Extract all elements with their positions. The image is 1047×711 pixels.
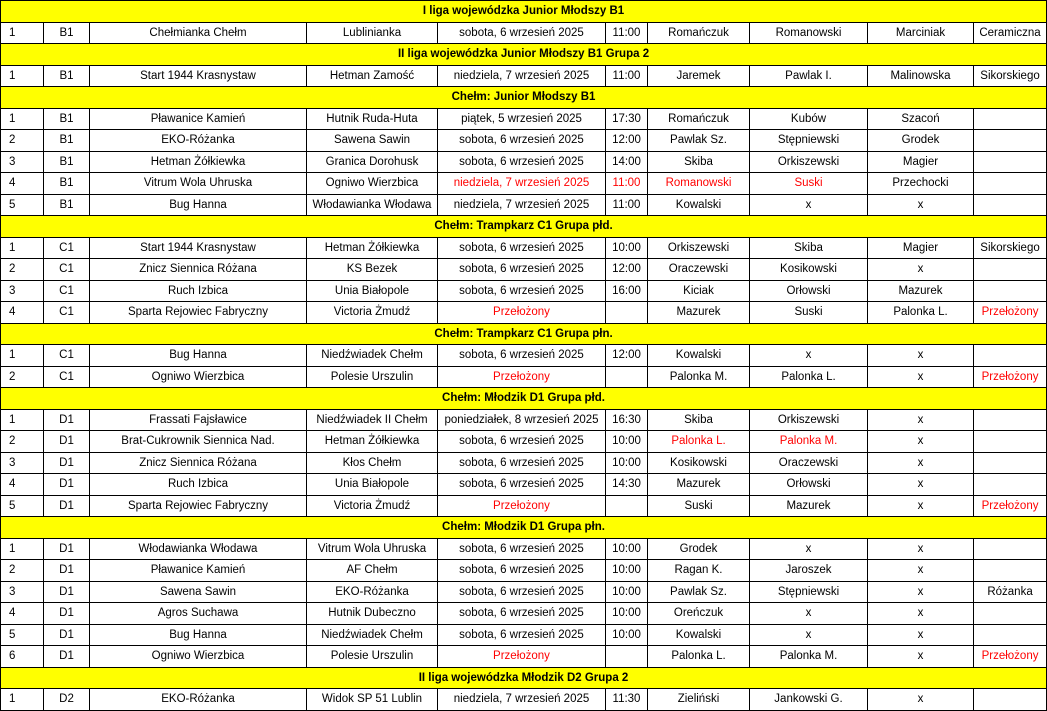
cell-category: D1 [44,560,90,582]
table-row [1,603,1047,625]
cell-home-team: Włodawianka Włodawa [90,538,307,560]
cell-assistant-2: x [868,646,974,668]
cell-match-time: 10:00 [606,624,648,646]
cell-venue-note: Sikorskiego [974,65,1047,87]
cell-venue-note [974,538,1047,560]
cell-match-time: 12:00 [606,259,648,281]
cell-row-number: 1 [1,22,44,44]
cell-category: B1 [44,194,90,216]
cell-match-date: sobota, 6 wrzesień 2025 [438,259,606,281]
cell-home-team: Frassati Fajsławice [90,409,307,431]
cell-category: D1 [44,624,90,646]
cell-assistant-1: x [750,603,868,625]
cell-assistant-2: x [868,194,974,216]
cell-away-team: Włodawianka Włodawa [307,194,438,216]
cell-venue-note [974,689,1047,711]
cell-home-team: Pławanice Kamień [90,560,307,582]
section-title: II liga wojewódzka Młodzik D2 Grupa 2 [1,667,1047,689]
cell-match-time: 17:30 [606,108,648,130]
cell-away-team: Niedźwiadek Chełm [307,624,438,646]
cell-assistant-1: Jaroszek [750,560,868,582]
cell-match-time [606,495,648,517]
cell-assistant-1: x [750,624,868,646]
cell-referee: Kowalski [648,194,750,216]
cell-assistant-2: x [868,259,974,281]
cell-away-team: Sawena Sawin [307,130,438,152]
cell-home-team: Znicz Siennica Różana [90,452,307,474]
cell-away-team: Polesie Urszulin [307,646,438,668]
section-title: Chełm: Trampkarz C1 Grupa płd. [1,216,1047,238]
cell-match-time: 10:00 [606,603,648,625]
cell-venue-note [974,603,1047,625]
cell-referee: Kosikowski [648,452,750,474]
cell-away-team: AF Chełm [307,560,438,582]
cell-match-date: sobota, 6 wrzesień 2025 [438,151,606,173]
cell-referee: Suski [648,495,750,517]
cell-venue-note [974,624,1047,646]
cell-venue-note [974,259,1047,281]
cell-assistant-2: Magier [868,237,974,259]
section-header [1,517,1047,539]
cell-assistant-1: Pawlak I. [750,65,868,87]
cell-home-team: Bug Hanna [90,624,307,646]
cell-away-team: EKO-Różanka [307,581,438,603]
cell-referee: Pawlak Sz. [648,581,750,603]
cell-referee: Kowalski [648,624,750,646]
cell-match-time: 11:00 [606,173,648,195]
cell-assistant-2: Magier [868,151,974,173]
section-header [1,323,1047,345]
cell-row-number: 4 [1,603,44,625]
cell-venue-note: Ceramiczna [974,22,1047,44]
cell-category: D1 [44,409,90,431]
cell-venue-note [974,280,1047,302]
cell-assistant-1: Stępniewski [750,130,868,152]
cell-row-number: 2 [1,560,44,582]
cell-referee: Romanowski [648,173,750,195]
table-row [1,130,1047,152]
cell-home-team: Start 1944 Krasnystaw [90,65,307,87]
cell-assistant-1: Orłowski [750,474,868,496]
cell-category: C1 [44,280,90,302]
cell-match-time [606,366,648,388]
cell-match-time: 11:00 [606,22,648,44]
table-row [1,689,1047,711]
cell-category: B1 [44,173,90,195]
cell-row-number: 1 [1,108,44,130]
cell-away-team: KS Bezek [307,259,438,281]
cell-match-time: 14:00 [606,151,648,173]
cell-assistant-2: x [868,345,974,367]
table-row [1,646,1047,668]
cell-assistant-2: Grodek [868,130,974,152]
cell-home-team: Ruch Izbica [90,474,307,496]
cell-assistant-1: Palonka M. [750,431,868,453]
cell-row-number: 1 [1,65,44,87]
cell-match-time: 10:00 [606,538,648,560]
cell-match-time [606,646,648,668]
cell-assistant-2: x [868,474,974,496]
cell-home-team: Bug Hanna [90,345,307,367]
cell-match-date: Przełożony [438,366,606,388]
cell-match-date: niedziela, 7 wrzesień 2025 [438,689,606,711]
cell-assistant-1: x [750,538,868,560]
cell-venue-note [974,474,1047,496]
cell-match-time: 10:00 [606,452,648,474]
cell-away-team: Ogniwo Wierzbica [307,173,438,195]
cell-match-date: sobota, 6 wrzesień 2025 [438,237,606,259]
cell-row-number: 3 [1,280,44,302]
cell-category: D1 [44,581,90,603]
cell-assistant-2: x [868,689,974,711]
cell-match-time: 12:00 [606,130,648,152]
cell-assistant-1: Kosikowski [750,259,868,281]
cell-referee: Mazurek [648,474,750,496]
cell-home-team: Sparta Rejowiec Fabryczny [90,302,307,324]
cell-row-number: 1 [1,409,44,431]
cell-home-team: Vitrum Wola Uhruska [90,173,307,195]
cell-home-team: Brat-Cukrownik Siennica Nad. [90,431,307,453]
cell-venue-note: Przełożony [974,646,1047,668]
cell-away-team: Unia Białopole [307,280,438,302]
cell-venue-note [974,345,1047,367]
table-row [1,259,1047,281]
cell-match-date: sobota, 6 wrzesień 2025 [438,22,606,44]
cell-assistant-2: x [868,366,974,388]
section-title: I liga wojewódzka Junior Młodszy B1 [1,1,1047,23]
cell-match-date: niedziela, 7 wrzesień 2025 [438,173,606,195]
cell-match-time: 10:00 [606,431,648,453]
section-header [1,216,1047,238]
table-row [1,194,1047,216]
cell-match-date: sobota, 6 wrzesień 2025 [438,560,606,582]
section-title: II liga wojewódzka Junior Młodszy B1 Grupa 2 [1,44,1047,66]
cell-match-date: piątek, 5 wrzesień 2025 [438,108,606,130]
cell-assistant-2: x [868,431,974,453]
table-row [1,538,1047,560]
cell-match-date: sobota, 6 wrzesień 2025 [438,431,606,453]
cell-away-team: Niedźwiadek Chełm [307,345,438,367]
cell-match-time: 12:00 [606,345,648,367]
cell-assistant-1: Jankowski G. [750,689,868,711]
cell-row-number: 2 [1,259,44,281]
cell-assistant-1: Oraczewski [750,452,868,474]
cell-match-date: Przełożony [438,302,606,324]
cell-referee: Skiba [648,151,750,173]
table-row [1,173,1047,195]
cell-home-team: Start 1944 Krasnystaw [90,237,307,259]
cell-referee: Ragan K. [648,560,750,582]
cell-match-time: 10:00 [606,237,648,259]
table-row [1,302,1047,324]
cell-match-time: 14:30 [606,474,648,496]
cell-category: B1 [44,22,90,44]
cell-home-team: Bug Hanna [90,194,307,216]
cell-home-team: Hetman Żółkiewka [90,151,307,173]
cell-venue-note [974,409,1047,431]
cell-category: D1 [44,431,90,453]
cell-row-number: 1 [1,345,44,367]
cell-match-date: sobota, 6 wrzesień 2025 [438,474,606,496]
cell-assistant-1: Suski [750,173,868,195]
cell-match-date: niedziela, 7 wrzesień 2025 [438,65,606,87]
table-row [1,495,1047,517]
cell-referee: Kowalski [648,345,750,367]
cell-home-team: Sparta Rejowiec Fabryczny [90,495,307,517]
table-row [1,280,1047,302]
cell-assistant-1: Mazurek [750,495,868,517]
cell-home-team: EKO-Różanka [90,689,307,711]
cell-away-team: Kłos Chełm [307,452,438,474]
cell-row-number: 1 [1,538,44,560]
cell-row-number: 5 [1,194,44,216]
cell-assistant-1: Suski [750,302,868,324]
cell-match-time: 11:00 [606,65,648,87]
cell-assistant-1: Romanowski [750,22,868,44]
cell-assistant-1: Skiba [750,237,868,259]
cell-home-team: EKO-Różanka [90,130,307,152]
cell-assistant-2: x [868,603,974,625]
cell-referee: Oreńczuk [648,603,750,625]
cell-match-time: 16:30 [606,409,648,431]
cell-away-team: Vitrum Wola Uhruska [307,538,438,560]
cell-venue-note [974,452,1047,474]
cell-home-team: Sawena Sawin [90,581,307,603]
cell-assistant-2: Marciniak [868,22,974,44]
cell-assistant-1: Orkiszewski [750,151,868,173]
cell-venue-note: Przełożony [974,495,1047,517]
cell-category: D1 [44,603,90,625]
cell-assistant-2: x [868,560,974,582]
cell-category: D1 [44,495,90,517]
cell-assistant-1: x [750,345,868,367]
cell-assistant-1: Palonka M. [750,646,868,668]
table-row [1,237,1047,259]
table-row [1,474,1047,496]
cell-category: C1 [44,302,90,324]
cell-away-team: Widok SP 51 Lublin [307,689,438,711]
table-row [1,452,1047,474]
cell-home-team: Agros Suchawa [90,603,307,625]
cell-match-time: 11:30 [606,689,648,711]
cell-venue-note [974,194,1047,216]
table-row [1,560,1047,582]
cell-assistant-1: Orłowski [750,280,868,302]
cell-assistant-2: Przechocki [868,173,974,195]
cell-away-team: Hutnik Ruda-Huta [307,108,438,130]
section-title: Chełm: Trampkarz C1 Grupa płn. [1,323,1047,345]
table-row [1,22,1047,44]
cell-row-number: 6 [1,646,44,668]
table-row [1,366,1047,388]
cell-match-date: Przełożony [438,495,606,517]
cell-category: D2 [44,689,90,711]
section-header [1,44,1047,66]
cell-referee: Kiciak [648,280,750,302]
table-row [1,581,1047,603]
cell-row-number: 2 [1,366,44,388]
cell-referee: Grodek [648,538,750,560]
cell-category: D1 [44,538,90,560]
cell-match-date: sobota, 6 wrzesień 2025 [438,280,606,302]
cell-referee: Skiba [648,409,750,431]
cell-referee: Pawlak Sz. [648,130,750,152]
cell-match-date: niedziela, 7 wrzesień 2025 [438,194,606,216]
cell-venue-note [974,130,1047,152]
cell-home-team: Chełmianka Chełm [90,22,307,44]
table-row [1,151,1047,173]
cell-row-number: 3 [1,581,44,603]
cell-home-team: Pławanice Kamień [90,108,307,130]
section-title: Chełm: Junior Młodszy B1 [1,87,1047,109]
section-header [1,667,1047,689]
section-header [1,87,1047,109]
cell-match-date: sobota, 6 wrzesień 2025 [438,624,606,646]
cell-venue-note [974,173,1047,195]
cell-venue-note [974,151,1047,173]
cell-match-date: sobota, 6 wrzesień 2025 [438,581,606,603]
cell-category: C1 [44,259,90,281]
cell-category: B1 [44,130,90,152]
cell-assistant-2: x [868,495,974,517]
cell-category: C1 [44,237,90,259]
cell-match-date: poniedziałek, 8 wrzesień 2025 [438,409,606,431]
section-title: Chełm: Młodzik D1 Grupa płn. [1,517,1047,539]
cell-referee: Mazurek [648,302,750,324]
cell-referee: Romańczuk [648,108,750,130]
cell-category: C1 [44,366,90,388]
cell-referee: Palonka L. [648,431,750,453]
cell-match-time: 11:00 [606,194,648,216]
cell-away-team: Victoria Żmudź [307,302,438,324]
cell-assistant-2: Mazurek [868,280,974,302]
cell-assistant-2: x [868,538,974,560]
cell-assistant-2: x [868,624,974,646]
cell-home-team: Ruch Izbica [90,280,307,302]
cell-row-number: 5 [1,624,44,646]
schedule-body [1,1,1047,711]
cell-venue-note: Przełożony [974,366,1047,388]
table-row [1,108,1047,130]
cell-venue-note: Sikorskiego [974,237,1047,259]
cell-row-number: 1 [1,689,44,711]
cell-referee: Palonka M. [648,366,750,388]
cell-row-number: 3 [1,452,44,474]
cell-referee: Oraczewski [648,259,750,281]
cell-match-time: 10:00 [606,560,648,582]
cell-row-number: 5 [1,495,44,517]
cell-away-team: Niedźwiadek II Chełm [307,409,438,431]
cell-row-number: 1 [1,237,44,259]
cell-match-time: 10:00 [606,581,648,603]
cell-venue-note: Różanka [974,581,1047,603]
cell-assistant-2: x [868,409,974,431]
cell-match-date: Przełożony [438,646,606,668]
cell-category: B1 [44,151,90,173]
cell-category: D1 [44,474,90,496]
cell-venue-note [974,108,1047,130]
cell-referee: Romańczuk [648,22,750,44]
cell-row-number: 4 [1,302,44,324]
table-row [1,345,1047,367]
cell-row-number: 3 [1,151,44,173]
cell-row-number: 2 [1,130,44,152]
cell-match-date: sobota, 6 wrzesień 2025 [438,452,606,474]
table-row [1,624,1047,646]
section-header [1,1,1047,23]
cell-category: B1 [44,108,90,130]
cell-home-team: Znicz Siennica Różana [90,259,307,281]
cell-match-date: sobota, 6 wrzesień 2025 [438,345,606,367]
cell-venue-note: Przełożony [974,302,1047,324]
cell-category: D1 [44,452,90,474]
cell-assistant-1: Orkiszewski [750,409,868,431]
cell-category: D1 [44,646,90,668]
cell-away-team: Hetman Żółkiewka [307,237,438,259]
cell-match-date: sobota, 6 wrzesień 2025 [438,130,606,152]
table-row [1,409,1047,431]
cell-row-number: 2 [1,431,44,453]
cell-away-team: Lublinianka [307,22,438,44]
cell-away-team: Granica Dorohusk [307,151,438,173]
cell-away-team: Hetman Żółkiewka [307,431,438,453]
cell-assistant-1: Stępniewski [750,581,868,603]
cell-assistant-1: x [750,194,868,216]
cell-assistant-2: x [868,452,974,474]
section-title: Chełm: Młodzik D1 Grupa płd. [1,388,1047,410]
cell-referee: Zieliński [648,689,750,711]
cell-home-team: Ogniwo Wierzbica [90,366,307,388]
cell-row-number: 4 [1,474,44,496]
cell-away-team: Unia Białopole [307,474,438,496]
cell-assistant-2: Malinowska [868,65,974,87]
cell-venue-note [974,431,1047,453]
cell-venue-note [974,560,1047,582]
cell-category: C1 [44,345,90,367]
cell-away-team: Victoria Żmudź [307,495,438,517]
section-header [1,388,1047,410]
cell-assistant-2: Palonka L. [868,302,974,324]
cell-row-number: 4 [1,173,44,195]
cell-category: B1 [44,65,90,87]
cell-match-date: sobota, 6 wrzesień 2025 [438,538,606,560]
cell-referee: Palonka L. [648,646,750,668]
cell-away-team: Hetman Zamość [307,65,438,87]
cell-referee: Jaremek [648,65,750,87]
cell-away-team: Hutnik Dubeczno [307,603,438,625]
cell-home-team: Ogniwo Wierzbica [90,646,307,668]
table-row [1,431,1047,453]
cell-referee: Orkiszewski [648,237,750,259]
cell-assistant-1: Kubów [750,108,868,130]
cell-assistant-1: Palonka L. [750,366,868,388]
cell-match-time [606,302,648,324]
cell-assistant-2: Szacoń [868,108,974,130]
table-row [1,65,1047,87]
cell-match-date: sobota, 6 wrzesień 2025 [438,603,606,625]
cell-match-time: 16:00 [606,280,648,302]
cell-away-team: Polesie Urszulin [307,366,438,388]
cell-assistant-2: x [868,581,974,603]
